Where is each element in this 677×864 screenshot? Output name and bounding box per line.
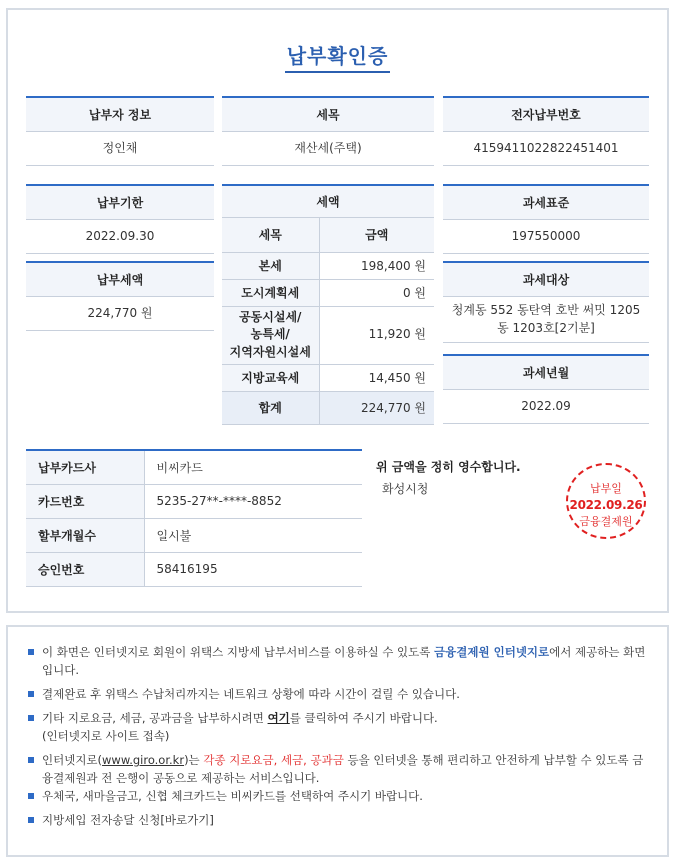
table-row (26, 450, 362, 484)
tax-amount-label: 세액 (222, 186, 434, 218)
card-company-value: 비씨카드 (144, 450, 362, 484)
tax-base-value: 197550000 (443, 220, 649, 254)
tax-year-month-box (443, 354, 649, 424)
tax-item-label: 세목 (222, 98, 434, 132)
approval-no-label: 승인번호 (26, 552, 144, 586)
card-company-label: 납부카드사 (26, 450, 144, 484)
paid-amount-value: 224,770 원 (26, 297, 214, 331)
bullet-icon (28, 649, 34, 655)
installment-value: 일시불 (144, 518, 362, 552)
tax-amount-header-row (222, 218, 434, 252)
tax-row-amount: 14,450 원 (319, 364, 434, 391)
stamp-label: 납부일 (590, 482, 622, 495)
tax-object-value: 청계동 552 동탄역 호반 써밋 1205동 1203호[2기분] (443, 297, 649, 343)
notice-panel (6, 625, 669, 857)
epay-no-value: 4159411022822451401 (443, 132, 649, 166)
tax-row-amount: 11,920 원 (319, 306, 434, 364)
bullet-icon (28, 793, 34, 799)
page-title: 납부확인증 (285, 44, 391, 73)
list-item: 이 화면은 인터넷지로 회원이 위택스 지방세 납부서비스를 이용하실 수 있도록 금융결제원 인터넷지로에서 제공하는 화면입니다. (26, 643, 649, 679)
list-item[interactable] (26, 811, 649, 829)
list-item: 우체국, 새마을금고, 신협 체크카드는 비씨카드를 선택하여 주시기 바랍니다. (26, 787, 649, 805)
due-date-label: 납부기한 (26, 186, 214, 220)
tax-row-name: 도시계획세 (222, 279, 319, 306)
card-number-value: 5235-27**-****-8852 (144, 484, 362, 518)
giro-site-link[interactable]: www.giro.or.kr (102, 753, 185, 767)
bullet-icon (28, 715, 34, 721)
payer-label: 납부자 정보 (26, 98, 214, 132)
tax-year-month-value: 2022.09 (443, 390, 649, 424)
due-date-box (26, 184, 214, 254)
epay-no-box (443, 96, 649, 166)
tax-office: 화성시청 (382, 482, 429, 496)
table-row (222, 279, 434, 306)
tax-row-amount: 0 원 (319, 279, 434, 306)
tax-row-name: 공동시설세/ 농특세/ 지역자원시설세 (222, 306, 319, 364)
installment-label: 할부개월수 (26, 518, 144, 552)
tax-row-name: 본세 (222, 252, 319, 279)
table-row (222, 306, 434, 364)
total-amount: 224,770 원 (319, 391, 434, 424)
tax-row-name: 지방교육세 (222, 364, 319, 391)
table-row (26, 484, 362, 518)
tax-object-box (443, 261, 649, 343)
tax-year-month-label: 과세년월 (443, 356, 649, 390)
e-delivery-link[interactable]: 지방세입 전자송달 신청[바로가기] (42, 813, 214, 827)
list-item: 기타 지로요금, 세금, 공과금을 납부하시려면 여기를 클릭하여 주시기 바랍니다. (인터넷지로 사이트 접속) (26, 709, 649, 745)
col-amount-header: 금액 (319, 218, 434, 252)
receipt-statement: 위 금액을 정히 영수합니다. (376, 460, 521, 474)
bullet-icon (28, 757, 34, 763)
due-date-value: 2022.09.30 (26, 220, 214, 254)
table-row (222, 364, 434, 391)
bullet-icon (28, 817, 34, 823)
table-row (26, 518, 362, 552)
tax-object-label: 과세대상 (443, 263, 649, 297)
tax-item-box (222, 96, 434, 166)
tax-base-box (443, 184, 649, 254)
table-row (222, 252, 434, 279)
epay-no-label: 전자납부번호 (443, 98, 649, 132)
card-info-table (26, 449, 362, 587)
tax-item-value: 재산세(주택) (222, 132, 434, 166)
payer-value: 정인채 (26, 132, 214, 166)
total-row (222, 391, 434, 424)
card-number-label: 카드번호 (26, 484, 144, 518)
paid-amount-box (26, 261, 214, 331)
stamp-date: 2022.09.26 (569, 498, 643, 512)
table-row (26, 552, 362, 586)
paid-stamp (566, 463, 646, 539)
tax-base-label: 과세표준 (443, 186, 649, 220)
here-link[interactable]: 여기 (267, 711, 290, 725)
stamp-org: 금융결제원 (579, 515, 633, 528)
col-item-header: 세목 (222, 218, 319, 252)
tax-row-amount: 198,400 원 (319, 252, 434, 279)
bullet-icon (28, 691, 34, 697)
list-item: 인터넷지로(www.giro.or.kr)는 각종 지로요금, 세금, 공과금 등을 인터넷을 통해 편리하고 안전하게 납부할 수 있도록 금융결제원과 전 은행이 공동으로 제공하는 서비스입니다. (26, 751, 649, 787)
paid-amount-label: 납부세액 (26, 263, 214, 297)
list-item: 결제완료 후 위택스 수납처리까지는 네트워크 상황에 따라 시간이 걸릴 수 있습니다. (26, 685, 649, 703)
total-label: 합계 (222, 391, 319, 424)
approval-no-value: 58416195 (144, 552, 362, 586)
payer-box (26, 96, 214, 166)
tax-amount-table (222, 184, 434, 425)
